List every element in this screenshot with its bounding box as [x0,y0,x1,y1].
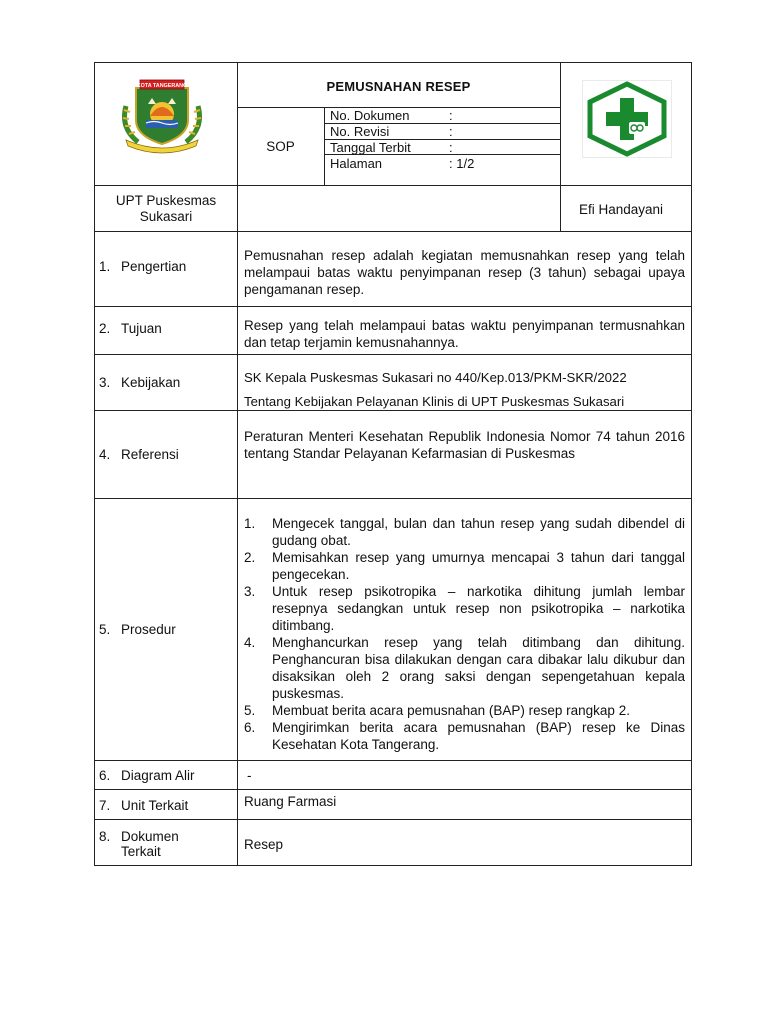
procedure-step-text: Mengirimkan berita acara pemusnahan (BAP) resep ke Dinas Kesehatan Kota Tangerang. [272,720,685,752]
puskesmas-cross-logo-icon [582,80,672,158]
emblem-banner-text: KOTA TANGERANG [136,83,188,89]
field-no-dokumen-label: No. Dokumen [330,108,410,123]
list-item: 5. Membuat berita acara pemusnahan (BAP) resep rangkap 2. [244,703,630,718]
section-number: 8. [99,829,111,844]
section-number: 3. [99,375,111,390]
dokumen-terkait-value: Resep [244,837,284,852]
section-label-tujuan: Tujuan [121,321,162,336]
section-number: 5. [99,622,111,637]
field-halaman-label: Halaman [330,156,383,171]
kebijakan-line-2: Tentang Kebijakan Pelayanan Klinis di UPT Puskesmas Sukasari [244,394,625,409]
section-label-kebijakan: Kebijakan [121,375,181,390]
signatory-name: Efi Handayani [579,202,664,217]
field-halaman-value: : 1/2 [449,156,475,171]
unit-terkait-value: Ruang Farmasi [244,794,337,809]
tujuan-text: Resep yang telah melampaui batas waktu penyimpanan termusnahkan dan tetap terjamin kemusnahannya. [244,318,685,350]
field-no-dokumen-value: : [449,108,453,123]
section-number: 1. [99,259,111,274]
section-number: 4. [99,447,111,462]
diagram-alir-value: - [247,768,252,783]
section-label-pengertian: Pengertian [121,259,187,274]
procedure-step-text: Menghancurkan resep yang telah ditimbang dan dihitung. Penghancuran bisa dilakukan dengan cara dibakar lalu dikubur dan disaksikan oleh 2 orang saksi dengan sepengetahuan kepala puskesmas. [272,635,685,701]
field-tanggal-terbit-value: : [449,140,453,155]
procedure-step-text: Mengecek tanggal, bulan dan tahun resep yang sudah dibendel di gudang obat. [272,516,685,548]
section-number: 7. [99,798,111,813]
document-title: PEMUSNAHAN RESEP [326,79,471,94]
section-label-diagram-alir: Diagram Alir [121,768,195,783]
field-no-revisi-value: : [449,124,453,139]
section-label-unit-terkait: Unit Terkait [121,798,189,813]
section-label-dokumen-line-1: Dokumen [121,829,179,844]
pengertian-text: Pemusnahan resep adalah kegiatan memusnahkan resep yang telah melampaui batas waktu penyimpanan resep (3 tahun) sebagai upaya pengamanan resep. [244,248,685,297]
referensi-text: Peraturan Menteri Kesehatan Republik Indonesia Nomor 74 tahun 2016 tentang Standar Pelayanan Kefarmasian di Puskesmas [244,429,685,461]
sop-label: SOP [266,139,295,154]
list-item: 6. Mengirimkan berita acara pemusnahan (BAP) resep ke Dinas Kesehatan Kota Tangerang. [244,720,685,752]
unit-name: UPT Puskesmas Sukasari [115,193,217,224]
list-item: 2. Memisahkan resep yang umurnya mencapai 3 tahun dari tanggal pengecekan. [244,550,685,582]
section-number: 2. [99,321,111,336]
procedure-step-text: Untuk resep psikotropika – narkotika dihitung jumlah lembar resepnya sedangkan untuk resep non psikotropika – narkotika ditimbang. [272,584,685,633]
procedure-step-text: Memisahkan resep yang umurnya mencapai 3 tahun dari tanggal pengecekan. [272,550,685,582]
list-item: 3. Untuk resep psikotropika – narkotika dihitung jumlah lembar resepnya sedangkan untuk resep non psikotropika – narkotika ditimbang. [244,584,685,633]
procedure-step-text: Membuat berita acara pemusnahan (BAP) resep rangkap 2. [272,703,630,718]
field-no-revisi-label: No. Revisi [330,124,390,139]
kebijakan-line-1: SK Kepala Puskesmas Sukasari no 440/Kep.013/PKM-SKR/2022 [244,370,627,385]
section-label-prosedur: Prosedur [121,622,176,637]
field-tanggal-terbit-label: Tanggal Terbit [330,140,411,155]
section-label-dokumen-line-2: Terkait [121,844,161,859]
procedure-list [244,515,685,753]
section-number: 6. [99,768,111,783]
section-label-referensi: Referensi [121,447,179,462]
list-item: 4. Menghancurkan resep yang telah ditimbang dan dihitung. Penghancuran bisa dilakukan dengan cara dibakar lalu dikubur dan disaksikan oleh 2 orang saksi dengan sepengetahuan kepala puskesmas. [244,635,685,701]
city-emblem-logo [116,76,208,156]
list-item: 1. Mengecek tanggal, bulan dan tahun resep yang sudah dibendel di gudang obat. [244,516,685,548]
